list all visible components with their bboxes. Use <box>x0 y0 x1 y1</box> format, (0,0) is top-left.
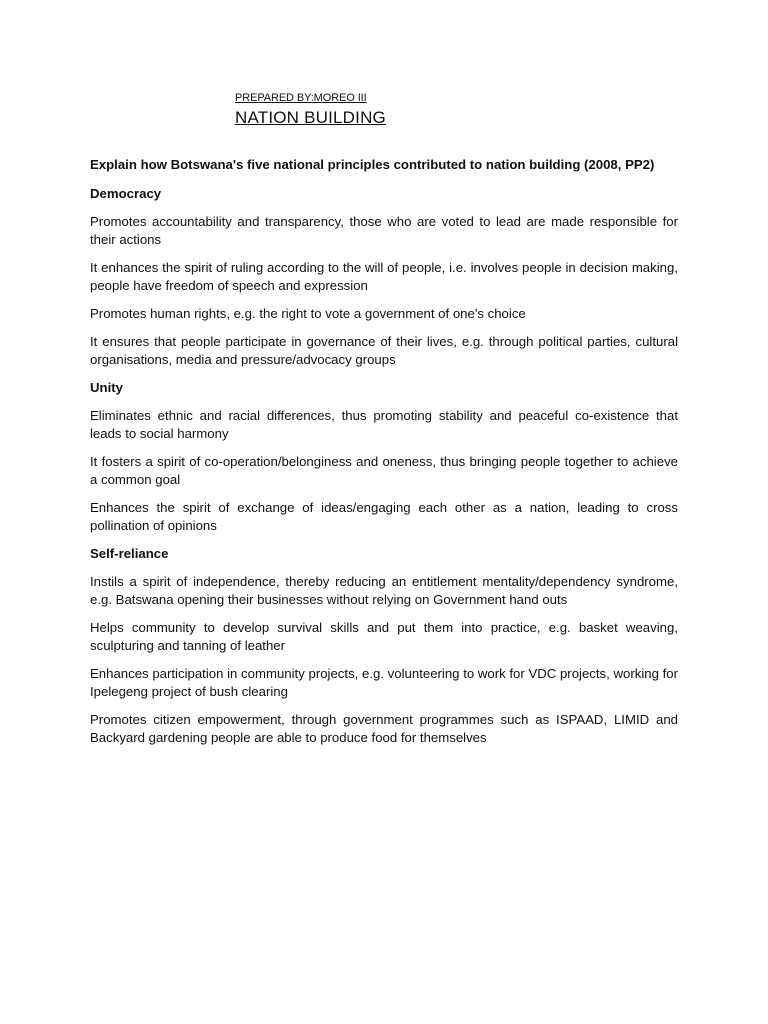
paragraph: It fosters a spirit of co-operation/belonginess and oneness, thus bringing people together to achieve a common goal <box>90 454 678 487</box>
document-body <box>90 156 678 757</box>
section-heading-unity: Unity <box>90 380 123 395</box>
prepared-by-line: PREPARED BY:MOREO III <box>235 92 367 104</box>
section-heading-democracy: Democracy <box>90 186 162 201</box>
paragraph: Enhances the spirit of exchange of ideas/engaging each other as a nation, leading to cross pollination of opinions <box>90 500 678 533</box>
paragraph: Instils a spirit of independence, thereby reducing an entitlement mentality/dependency syndrome, e.g. Batswana opening their businesses without relying on Government hand outs <box>90 574 678 607</box>
paragraph: Enhances participation in community projects, e.g. volunteering to work for VDC projects, working for Ipelegeng project of bush clearing <box>90 666 678 699</box>
paragraph: Promotes citizen empowerment, through government programmes such as ISPAAD, LIMID and Backyard gardening people are able to produce food for themselves <box>90 712 678 745</box>
paragraph: Promotes human rights, e.g. the right to vote a government of one's choice <box>90 306 526 321</box>
section-heading-self-reliance: Self-reliance <box>90 546 169 561</box>
paragraph: Promotes accountability and transparency, those who are voted to lead are made responsible for their actions <box>90 214 678 247</box>
page-title: NATION BUILDING <box>235 108 386 127</box>
paragraph: It enhances the spirit of ruling according to the will of people, i.e. involves people in decision making, people have freedom of speech and expression <box>90 260 678 293</box>
section-democracy <box>90 185 678 369</box>
section-unity <box>90 379 678 535</box>
paragraph: Eliminates ethnic and racial differences, thus promoting stability and peaceful co-existence that leads to social harmony <box>90 408 678 441</box>
paragraph: Helps community to develop survival skills and put them into practice, e.g. basket weaving, sculpturing and tanning of leather <box>90 620 678 653</box>
paragraph: It ensures that people participate in governance of their lives, e.g. through political parties, cultural organisations, media and pressure/advocacy groups <box>90 334 678 367</box>
question-heading: Explain how Botswana's five national principles contributed to nation building (2008, PP2) <box>90 157 655 172</box>
section-self-reliance <box>90 545 678 747</box>
